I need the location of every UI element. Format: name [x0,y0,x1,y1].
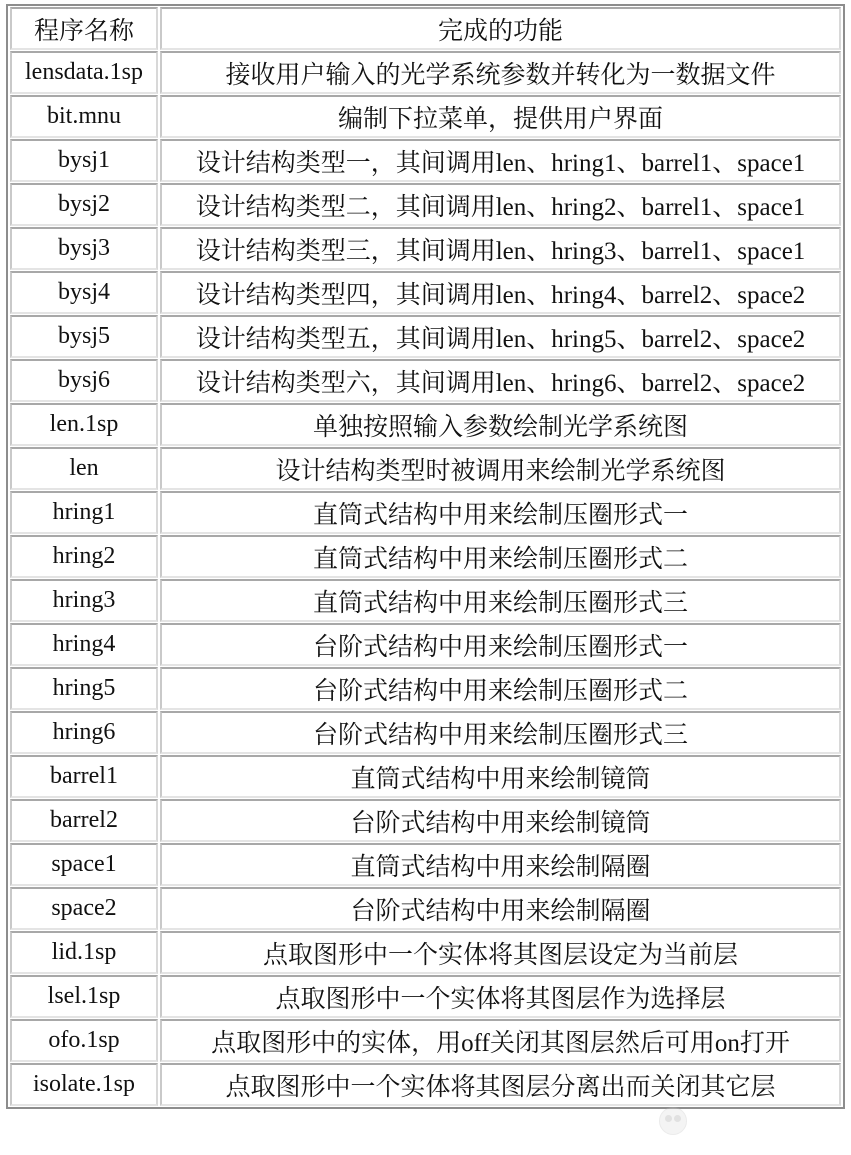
cell-function-description: 设计结构类型二，其间调用len、hring2、barrel1、space1 [160,183,841,226]
cell-function-description: 点取图形中一个实体将其图层设定为当前层 [160,931,841,974]
cell-program-name: barrel1 [10,755,158,798]
cell-function-description: 设计结构类型五，其间调用len、hring5、barrel2、space2 [160,315,841,358]
table-row [10,491,841,534]
cell-function-description: 设计结构类型四，其间调用len、hring4、barrel2、space2 [160,271,841,314]
cell-program-name: hring1 [10,491,158,534]
cell-program-name: hring3 [10,579,158,622]
table-row [10,887,841,930]
table-row [10,975,841,1018]
cell-function-description: 设计结构类型一，其间调用len、hring1、barrel1、space1 [160,139,841,182]
cell-function-description: 点取图形中的实体，用off关闭其图层然后可用on打开 [160,1019,841,1062]
cell-program-name: len [10,447,158,490]
table-row [10,183,841,226]
cell-function-description: 单独按照输入参数绘制光学系统图 [160,403,841,446]
column-header-function: 完成的功能 [160,7,841,50]
cell-function-description: 直筒式结构中用来绘制隔圈 [160,843,841,886]
table-body [10,51,841,1106]
cell-program-name: bysj2 [10,183,158,226]
table-row [10,1063,841,1106]
cell-function-description: 直筒式结构中用来绘制压圈形式一 [160,491,841,534]
cell-function-description: 台阶式结构中用来绘制镜筒 [160,799,841,842]
column-header-program-name: 程序名称 [10,7,158,50]
cell-function-description: 设计结构类型六，其间调用len、hring6、barrel2、space2 [160,359,841,402]
cell-program-name: isolate.1sp [10,1063,158,1106]
cell-program-name: barrel2 [10,799,158,842]
table-row [10,447,841,490]
cell-function-description: 台阶式结构中用来绘制压圈形式一 [160,623,841,666]
cell-program-name: bysj3 [10,227,158,270]
cell-program-name: lensdata.1sp [10,51,158,94]
cell-function-description: 接收用户输入的光学系统参数并转化为一数据文件 [160,51,841,94]
cell-program-name: ofo.1sp [10,1019,158,1062]
table-row [10,1019,841,1062]
cell-function-description: 直筒式结构中用来绘制压圈形式三 [160,579,841,622]
cell-function-description: 台阶式结构中用来绘制隔圈 [160,887,841,930]
table-row [10,271,841,314]
cell-program-name: space2 [10,887,158,930]
table-row [10,667,841,710]
cell-function-description: 编制下拉菜单，提供用户界面 [160,95,841,138]
table-row [10,403,841,446]
cell-function-description: 台阶式结构中用来绘制压圈形式二 [160,667,841,710]
cell-program-name: bysj4 [10,271,158,314]
table-row [10,931,841,974]
cell-program-name: lsel.1sp [10,975,158,1018]
cell-function-description: 点取图形中一个实体将其图层分离出而关闭其它层 [160,1063,841,1106]
table-row [10,139,841,182]
cell-program-name: bit.mnu [10,95,158,138]
cell-function-description: 设计结构类型时被调用来绘制光学系统图 [160,447,841,490]
cell-function-description: 点取图形中一个实体将其图层作为选择层 [160,975,841,1018]
stamp-icon [659,1107,687,1135]
table-row [10,843,841,886]
table-row [10,799,841,842]
cell-program-name: lid.1sp [10,931,158,974]
cell-program-name: hring6 [10,711,158,754]
table-row [10,579,841,622]
cell-function-description: 台阶式结构中用来绘制压圈形式三 [160,711,841,754]
table-row [10,711,841,754]
cell-program-name: hring4 [10,623,158,666]
program-function-table [8,6,843,1107]
cell-program-name: hring5 [10,667,158,710]
cell-program-name: hring2 [10,535,158,578]
table-row [10,315,841,358]
table-row [10,623,841,666]
table-row [10,359,841,402]
cell-function-description: 直筒式结构中用来绘制压圈形式二 [160,535,841,578]
cell-program-name: space1 [10,843,158,886]
table-row [10,755,841,798]
cell-function-description: 设计结构类型三，其间调用len、hring3、barrel1、space1 [160,227,841,270]
table-frame [6,4,845,1109]
table-header [10,7,841,50]
cell-program-name: bysj1 [10,139,158,182]
cell-function-description: 直筒式结构中用来绘制镜筒 [160,755,841,798]
cell-program-name: bysj5 [10,315,158,358]
table-header-row [10,7,841,50]
cell-program-name: len.1sp [10,403,158,446]
table-row [10,535,841,578]
table-row [10,227,841,270]
table-row [10,95,841,138]
table-row [10,51,841,94]
cell-program-name: bysj6 [10,359,158,402]
